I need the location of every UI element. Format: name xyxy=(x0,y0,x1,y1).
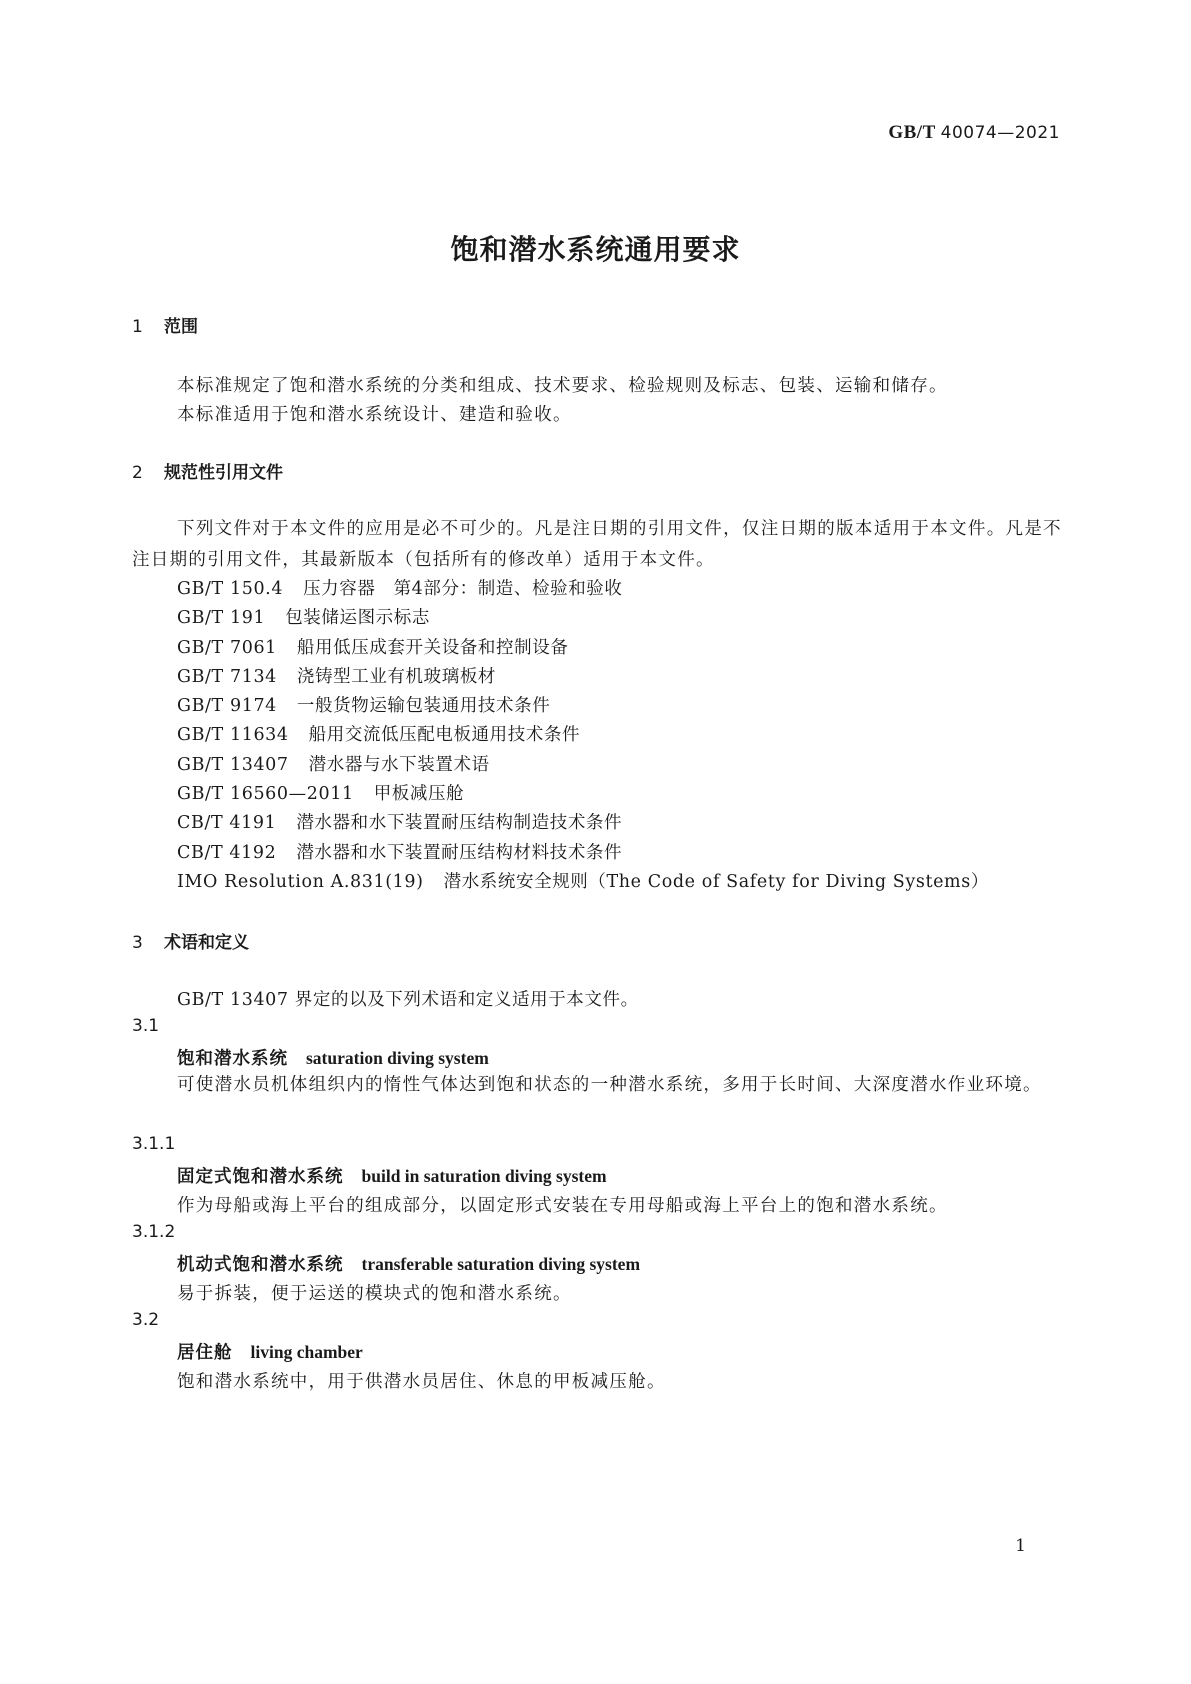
reference-code: GB/T 191 xyxy=(177,608,266,628)
reference-item xyxy=(177,839,622,864)
term-chinese: 固定式饱和潜水系统 xyxy=(177,1167,344,1187)
reference-title: 船用交流低压配电板通用技术条件 xyxy=(308,725,581,745)
section-heading-terms xyxy=(132,928,249,953)
reference-title: 船用低压成套开关设备和控制设备 xyxy=(296,638,569,658)
scope-paragraph-2: 本标准适用于饱和潜水系统设计、建造和验收。 xyxy=(177,405,572,425)
reference-code: GB/T 16560—2011 xyxy=(177,784,354,804)
standard-prefix: GB/T xyxy=(888,122,936,143)
reference-title: 浇铸型工业有机玻璃板材 xyxy=(296,667,497,687)
term-chinese: 机动式饱和潜水系统 xyxy=(177,1255,344,1275)
term-entry xyxy=(177,1163,607,1188)
reference-code: GB/T 13407 xyxy=(177,755,289,775)
term-chinese: 居住舱 xyxy=(177,1343,233,1363)
term-chinese: 饱和潜水系统 xyxy=(177,1049,288,1069)
scope-paragraph-1: 本标准规定了饱和潜水系统的分类和组成、技术要求、检验规则及标志、包装、运输和储存。 xyxy=(177,376,948,396)
reference-code: GB/T 9174 xyxy=(177,696,277,716)
references-intro: 下列文件对于本文件的应用是必不可少的。凡是注日期的引用文件，仅注日期的版本适用于本文件。凡是不注日期的引用文件，其最新版本（包括所有的修改单）适用于本文件。 xyxy=(132,519,1062,570)
reference-code: GB/T 150.4 xyxy=(177,579,284,599)
reference-title: 包装储运图示标志 xyxy=(285,608,430,628)
term-number: 3.1 xyxy=(132,1016,160,1036)
term-english: living chamber xyxy=(250,1342,363,1362)
reference-title: 潜水器与水下装置术语 xyxy=(308,755,490,775)
section-number: 1 xyxy=(132,317,143,337)
section-title: 规范性引用文件 xyxy=(164,463,283,483)
reference-title: 压力容器 第4部分：制造、检验和验收 xyxy=(303,579,623,599)
reference-title: 甲板减压舱 xyxy=(373,784,465,804)
term-definition: 可使潜水员机体组织内的惰性气体达到饱和状态的一种潜水系统，多用于长时间、大深度潜水作业环境。 xyxy=(177,1075,1042,1095)
reference-item xyxy=(177,721,580,746)
reference-code: IMO Resolution A.831(19) xyxy=(177,872,424,892)
section-heading-scope xyxy=(132,312,198,337)
reference-title: 一般货物运输包装通用技术条件 xyxy=(296,696,551,716)
reference-code: GB/T 7061 xyxy=(177,638,277,658)
reference-item xyxy=(177,604,430,629)
reference-code: CB/T 4192 xyxy=(177,843,277,863)
term-entry xyxy=(177,1045,489,1070)
reference-item xyxy=(177,809,622,834)
document-title: 饱和潜水系统通用要求 xyxy=(450,233,741,266)
reference-item xyxy=(177,692,550,717)
standard-code xyxy=(888,122,1060,144)
terms-intro: GB/T 13407 界定的以及下列术语和定义适用于本文件。 xyxy=(177,990,639,1010)
section-number: 3 xyxy=(132,933,143,953)
term-definition: 易于拆装，便于运送的模块式的饱和潜水系统。 xyxy=(177,1284,572,1304)
term-definition: 作为母船或海上平台的组成部分，以固定形式安装在专用母船或海上平台上的饱和潜水系统。 xyxy=(177,1196,948,1216)
reference-item xyxy=(177,868,989,893)
section-heading-normative-references xyxy=(132,458,283,483)
term-entry xyxy=(177,1251,640,1276)
section-title: 术语和定义 xyxy=(164,933,249,953)
reference-title: 潜水器和水下装置耐压结构材料技术条件 xyxy=(296,843,623,863)
page-number: 1 xyxy=(1015,1536,1026,1556)
reference-item xyxy=(177,780,464,805)
reference-item xyxy=(177,575,623,600)
reference-item xyxy=(177,634,568,659)
term-definition: 饱和潜水系统中，用于供潜水员居住、休息的甲板减压舱。 xyxy=(177,1372,666,1392)
term-number: 3.1.2 xyxy=(132,1222,176,1242)
reference-code: GB/T 11634 xyxy=(177,725,289,745)
reference-item xyxy=(177,663,496,688)
term-entry xyxy=(177,1339,363,1364)
term-english: saturation diving system xyxy=(306,1048,489,1068)
section-title: 范围 xyxy=(164,317,198,337)
term-number: 3.2 xyxy=(132,1310,160,1330)
reference-title: 潜水系统安全规则（The Code of Safety for Diving Systems） xyxy=(443,872,989,892)
standard-number: 40074—2021 xyxy=(940,123,1060,143)
term-number: 3.1.1 xyxy=(132,1134,176,1154)
reference-code: GB/T 7134 xyxy=(177,667,277,687)
section-number: 2 xyxy=(132,463,143,483)
term-english: transferable saturation diving system xyxy=(361,1254,641,1274)
term-english: build in saturation diving system xyxy=(361,1166,607,1186)
reference-code: CB/T 4191 xyxy=(177,813,277,833)
reference-item xyxy=(177,751,490,776)
reference-title: 潜水器和水下装置耐压结构制造技术条件 xyxy=(296,813,623,833)
